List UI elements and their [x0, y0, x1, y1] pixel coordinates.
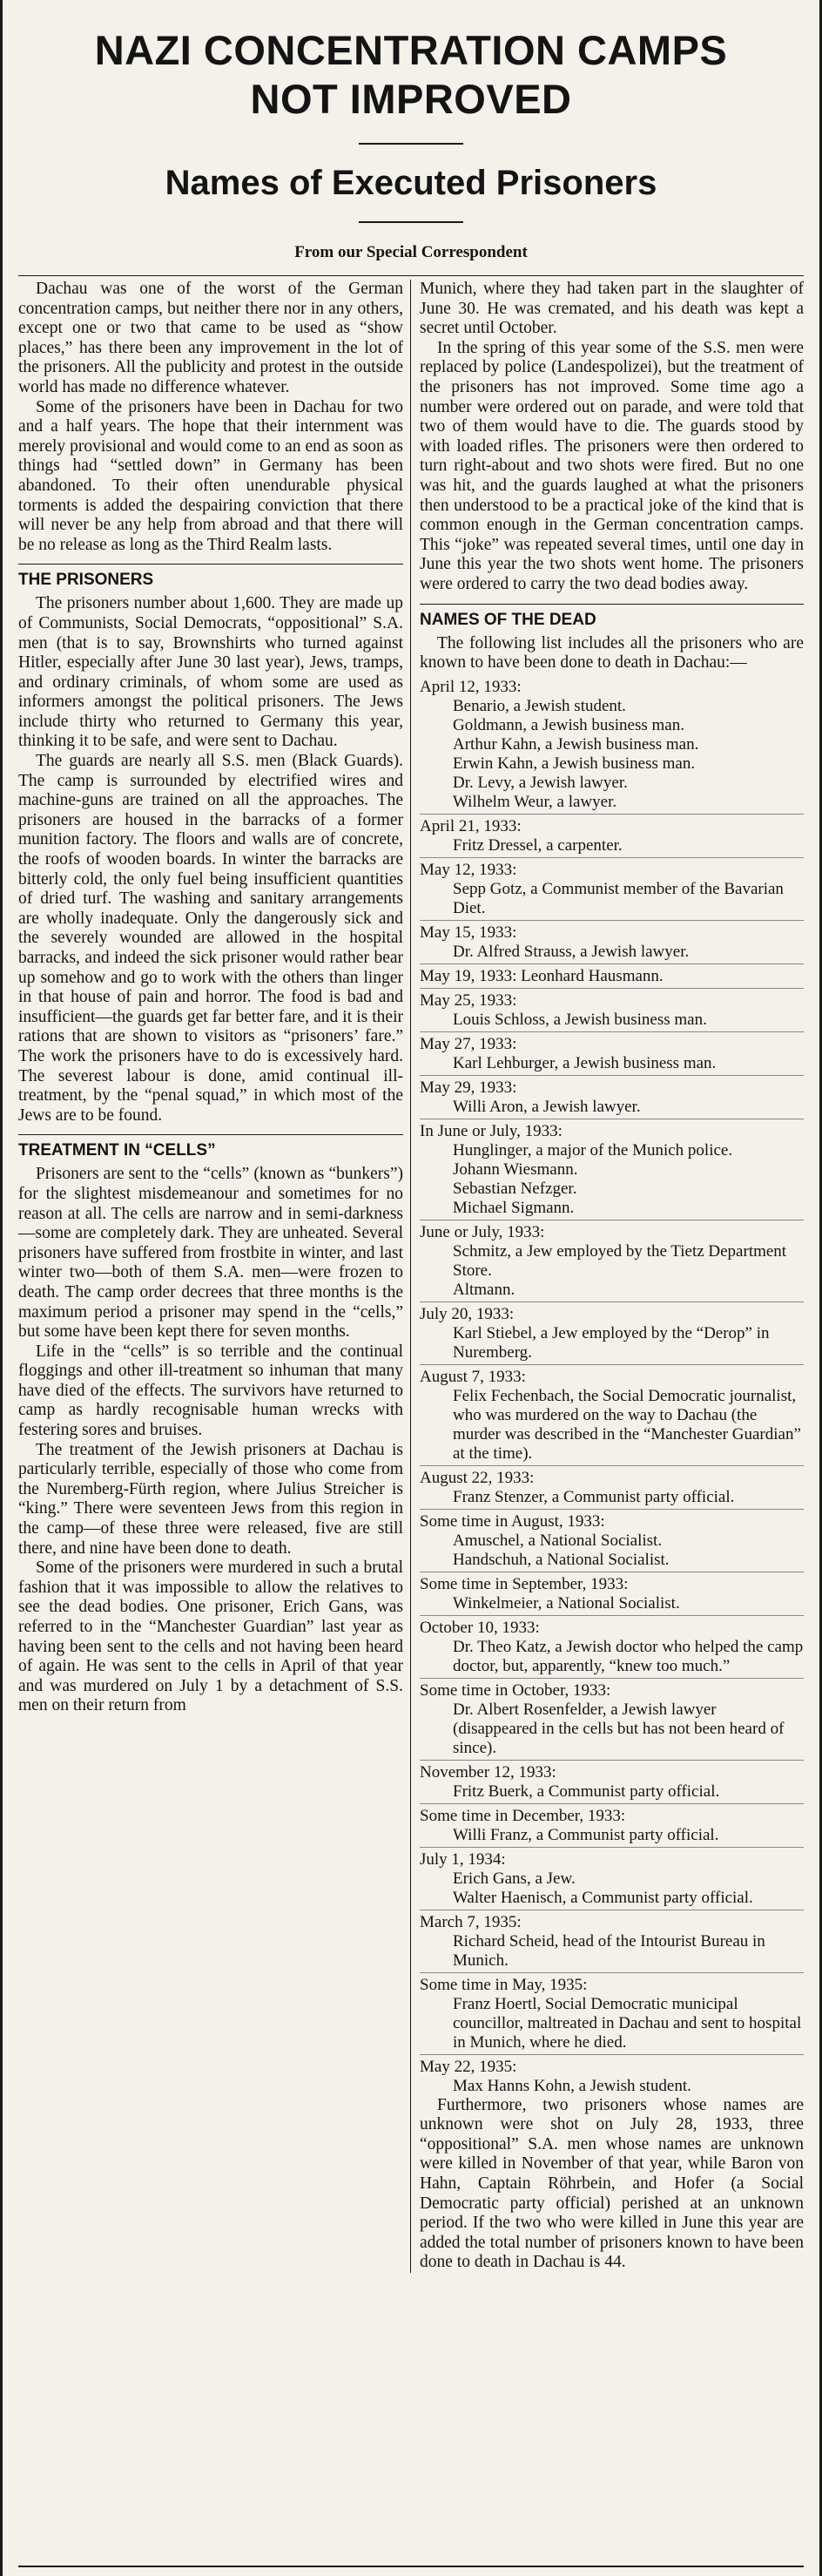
dead-intro: The following list includes all the prisoners who are known to have been done to death in Dachau:—: [420, 633, 804, 673]
cells-paragraph: The treatment of the Jewish prisoners at Dachau is particularly terrible, especially of those who come from the Nuremberg-Fürth region, where Julius Streicher is “king.” There were seventeen Jews from this region in the camp—of these three were released, five are still there, and nine have been done to death.: [18, 1440, 403, 1558]
dead-list-date: April 12, 1933:: [420, 677, 522, 696]
continued-section: [420, 280, 804, 595]
subheadline-divider: [359, 221, 463, 223]
dead-list-group: [420, 1119, 804, 1218]
section-heading-dead: NAMES OF THE DEAD: [420, 604, 804, 631]
dead-list-name: Willi Aron, a Jewish lawyer.: [453, 1097, 641, 1116]
dead-list-date: August 7, 1933:: [420, 1364, 804, 1387]
closing-paragraph: Furthermore, two prisoners whose names are unknown were shot on July 28, 1933, three “oppositional” S.A. men whose names are unknown were killed in November of that year, while Baron von Hahn, Captain Röhrbein, and Hofer (a Social Democratic party official) perished at an unknown period. If the two who were killed in June this year are added the total number of prisoners known to have been done to death in Dachau is 44.: [420, 2095, 804, 2272]
dead-list-date: March 7, 1935:: [420, 1910, 804, 1932]
dead-list-name: Schmitz, a Jew employed by the Tietz Department Store.: [453, 1241, 787, 1280]
dead-list-name: Arthur Kahn, a Jewish business man.: [453, 734, 699, 754]
dead-list-name: Walter Haenisch, a Communist party official.: [453, 1888, 753, 1907]
dead-list-date: May 29, 1933:: [420, 1075, 804, 1098]
dead-list-date: May 19, 1933: Leonhard Hausmann.: [420, 963, 804, 986]
dead-list-group: [420, 920, 804, 962]
dead-list: [420, 675, 804, 2096]
left-column: [18, 280, 411, 2273]
continued-paragraph: In the spring of this year some of the S.S. men were replaced by police (Landespolizei), but the treatment of the prisoners has not improved. Some time ago a number were ordered out on parade, and were told that two of them would have to die. The guards stood by with loaded rifles. The prisoners were then ordered to turn right-about and two shots were fired. But no one was hit, and the guards laughed at what the prisoners then understood to be a practical joke of the kind that is common enough in the German concentration camps. This “joke” was repeated several times, until one day in June this year the two shots went home. The prisoners were ordered to carry the two dead bodies away.: [420, 338, 804, 593]
headline-line-2: NOT IMPROVED: [250, 76, 572, 122]
dead-list-group: [420, 2054, 804, 2096]
dead-list-name: Dr. Levy, a Jewish lawyer.: [453, 773, 628, 792]
dead-list-group: [420, 1075, 804, 1117]
dead-list-date: Some time in October, 1933:: [420, 1678, 804, 1700]
dead-list-date: April 21, 1933:: [420, 814, 804, 836]
intro-paragraph: Some of the prisoners have been in Dachau for two and a half years. The hope that their internment was merely provisional and would come to an end as soon as things had “settled down” in Germany has been abandoned. To their often unendurable physical torments is added the despairing conviction that there will never be any help from abroad and that there will be no release as long as the Third Realm lasts.: [18, 397, 403, 554]
dead-list-group: [420, 1847, 804, 1908]
dead-list-date: May 12, 1933:: [420, 857, 804, 880]
dead-list-date: In June or July, 1933:: [420, 1119, 804, 1141]
dead-list-name: Dr. Albert Rosenfelder, a Jewish lawyer (disappeared in the cells but has not been heard of since).: [453, 1700, 785, 1757]
dead-list-group: [420, 1972, 804, 2052]
dead-list-group: [420, 1910, 804, 1971]
subheadline: Names of Executed Prisoners: [165, 164, 657, 202]
cells-paragraph: Life in the “cells” is so terrible and the continual floggings and other ill-treatment so inhuman that many have died of the effects. The survivors have returned to camp as hardly recognisable human wrecks with festering sores and bruises.: [18, 1342, 403, 1440]
dead-list-date: Some time in May, 1935:: [420, 1972, 804, 1995]
dead-list-name: Fritz Dressel, a carpenter.: [453, 835, 623, 855]
dead-list-group: [420, 1465, 804, 1507]
dead-list-group: [420, 1572, 804, 1613]
headline: [18, 26, 804, 124]
prisoners-section: [18, 594, 403, 1126]
dead-list-name: Franz Stenzer, a Communist party official.: [453, 1487, 735, 1506]
dead-list-name: Willi Franz, a Communist party official.: [453, 1825, 719, 1844]
cells-paragraph: Prisoners are sent to the “cells” (known as “bunkers”) for the slightest misdemeanour and sometimes for no reason at all. The cells are narrow and in semi-darkness—some are completely dark. They are unheated. Several prisoners have suffered from frostbite in winter, and last winter two—both of them S.A. men—were frozen to death. The camp order decrees that three months is the maximum period a prisoner may spend in the “cells,” but some have been kept there for seven months.: [18, 1165, 403, 1342]
intro-section: [18, 280, 403, 555]
byline: From our Special Correspondent: [294, 243, 528, 261]
prisoners-paragraph: The prisoners number about 1,600. They are made up of Communists, Social Democrats, “oppositional” S.A. men (that is to say, Brownshirts who turned against Hitler, especially after June 30 last year), Jews, tramps, and ordinary criminals, of whom some are used as informers amongst the political prisoners. The Jews include thirty who returned to Germany this year, thinking it to be safe, and were sent to Dachau.: [18, 594, 403, 751]
dead-list-group: [420, 857, 804, 918]
dead-list-name: Karl Lehburger, a Jewish business man.: [453, 1053, 717, 1072]
dead-list-date: August 22, 1933:: [420, 1465, 804, 1488]
dead-list-group: [420, 1803, 804, 1845]
dead-list-date: Some time in September, 1933:: [420, 1572, 804, 1594]
headline-line-1: NAZI CONCENTRATION CAMPS: [94, 27, 728, 73]
right-column: [411, 280, 804, 2273]
dead-list-date: May 22, 1935:: [420, 2054, 804, 2077]
dead-list-name: Altmann.: [453, 1280, 515, 1299]
dead-list-date: July 20, 1933:: [420, 1302, 804, 1324]
section-heading-cells: TREATMENT IN “CELLS”: [18, 1134, 403, 1161]
dead-list-group: [420, 1678, 804, 1758]
dead-list-date: Some time in December, 1933:: [420, 1803, 804, 1826]
dead-list-name: Dr. Alfred Strauss, a Jewish lawyer.: [453, 942, 690, 961]
dead-list-date: May 25, 1933:: [420, 988, 804, 1011]
dead-list-group: [420, 1615, 804, 1676]
dead-list-name: Benario, a Jewish student.: [453, 696, 626, 715]
continued-paragraph: Munich, where they had taken part in the slaughter of June 30. He was cremated, and his death was kept a secret until October.: [420, 280, 804, 338]
dead-list-date: June or July, 1933:: [420, 1220, 804, 1242]
dead-list-date: July 1, 1934:: [420, 1847, 804, 1869]
dead-list-name: Erwin Kahn, a Jewish business man.: [453, 754, 696, 773]
dead-list-name: Karl Stiebel, a Jew employed by the “Derop” in Nuremberg.: [453, 1323, 770, 1362]
dead-list-name: Sebastian Nefzger.: [453, 1179, 577, 1198]
headline-divider: [359, 143, 463, 145]
dead-list-group: [420, 1364, 804, 1464]
dead-list-group: [420, 988, 804, 1030]
section-heading-prisoners: THE PRISONERS: [18, 564, 403, 591]
dead-list-group: [420, 1509, 804, 1570]
bottom-rule: [18, 2566, 804, 2567]
dead-list-group: [420, 1031, 804, 1073]
dead-list-name: Franz Hoertl, Social Democratic municipal councillor, maltreated in Dachau and sent to hospital in Munich, where he died.: [453, 1994, 802, 2052]
cells-paragraph: Some of the prisoners were murdered in such a brutal fashion that it was impossible to allow the relatives to see the dead bodies. One prisoner, Erich Gans, was referred to in the “Manchester Guardian” last year as having been sent to the cells and not having been heard of again. He was sent to the cells in April of that year and was murdered on July 1 by a detachment of S.S. men on their return from: [18, 1558, 403, 1715]
dead-list-name: Dr. Theo Katz, a Jewish doctor who helped the camp doctor, but, apparently, “knew too much.”: [453, 1637, 804, 1675]
dead-list-name: Sepp Gotz, a Communist member of the Bavarian Diet.: [453, 879, 784, 917]
dead-list-name: Richard Scheid, head of the Intourist Bureau in Munich.: [453, 1931, 765, 1970]
dead-list-name: Erich Gans, a Jew.: [453, 1869, 576, 1888]
dead-list-name: Johann Wiesmann.: [453, 1160, 578, 1179]
dead-list-group: [420, 1302, 804, 1362]
dead-list-date: May 27, 1933:: [420, 1031, 804, 1054]
dead-list-name: Handschuh, a National Socialist.: [453, 1550, 670, 1569]
dead-list-name: Max Hanns Kohn, a Jewish student.: [453, 2076, 691, 2095]
dead-list-group: [420, 675, 804, 812]
dead-list-date: November 12, 1933:: [420, 1760, 804, 1782]
prisoners-paragraph: The guards are nearly all S.S. men (Black Guards). The camp is surrounded by electrified wires and machine-guns are trained on all the approaches. The prisoners are housed in the barracks of a former munition factory. The floors and walls are of concrete, the roofs of wooden boards. In winter the barracks are bitterly cold, the only fuel being insufficient quantities of dried turf. The washing and sanitary arrangements are wholly inadequate. Only the dangerously sick and the severely wounded are allowed in the hospital barracks, and indeed the sick prisoner would rather bear up somehow and go to work with the others than linger in that house of pain and horror. The food is bad and insufficient—the guards get far better fare, and it is their rations that are shown to visitors as “prisoners’ fare.” The work the prisoners have to do is excessively hard. The severest labour is done, amid continual ill-treatment, by the “penal squad,” in which most of the Jews are to be found.: [18, 752, 403, 1125]
dead-list-name: Felix Fechenbach, the Social Democratic journalist, who was murdered on the way to Dachau (the murder was described in the “Manchester Guardian” at the time).: [453, 1386, 801, 1463]
dead-list-name: Louis Schloss, a Jewish business man.: [453, 1010, 707, 1029]
dead-list-group: [420, 963, 804, 986]
dead-list-name: Hunglinger, a major of the Munich police.: [453, 1140, 733, 1160]
dead-list-name: Fritz Buerk, a Communist party official.: [453, 1782, 720, 1801]
dead-list-name: Goldmann, a Jewish business man.: [453, 715, 684, 734]
dead-list-date: May 15, 1933:: [420, 920, 804, 943]
intro-paragraph: Dachau was one of the worst of the German concentration camps, but neither there nor in any others, except one or two that came to be used as “show places,” has there been any improvement in the lot of the prisoners. All the publicity and protest in the outside world has made no difference whatever.: [18, 280, 403, 396]
dead-list-name: Winkelmeier, a National Socialist.: [453, 1593, 680, 1613]
dead-list-group: [420, 1220, 804, 1300]
dead-list-group: [420, 1760, 804, 1802]
dead-list-date: Some time in August, 1933:: [420, 1509, 804, 1531]
dead-list-name: Michael Sigmann.: [453, 1198, 575, 1217]
article-columns: [18, 275, 804, 2273]
cells-section: [18, 1165, 403, 1716]
dead-list-name: Wilhelm Weur, a lawyer.: [453, 792, 617, 811]
dead-list-date: October 10, 1933:: [420, 1615, 804, 1638]
dead-list-name: Amuschel, a National Socialist.: [453, 1531, 663, 1550]
dead-list-group: [420, 814, 804, 855]
